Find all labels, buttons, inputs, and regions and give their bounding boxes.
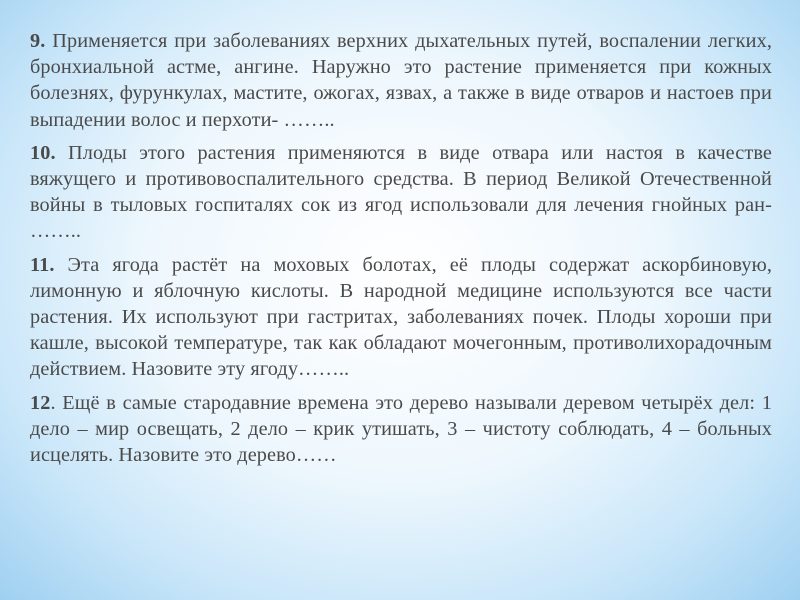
question-number: 9. <box>30 30 46 52</box>
question-number: 12 <box>30 391 51 414</box>
question-12 <box>30 390 772 469</box>
question-text: Эта ягода растёт на моховых болотах, её плоды содержат аскорбиновую, лимонную и яблочную кислоты. В народной медицине используются все части растения. Их используют при гастритах, заболеваниях почек. Плоды хороши при кашле, высокой температуре, так как обладают мочегонным, противолихорадочным действием. Назовите эту ягоду…….. <box>30 253 772 381</box>
question-number: 11. <box>30 253 55 276</box>
question-9 <box>30 28 772 133</box>
question-text: . Ещё в самые стародавние времена это дерево называли деревом четырёх дел: 1 дело – мир освещать, 2 дело – крик утишать, 3 – чистоту соблюдать, 4 – больных исцелять. Назовите это дерево…… <box>30 391 772 467</box>
question-number: 10. <box>30 141 56 164</box>
question-11 <box>30 252 772 383</box>
question-text: Применяется при заболеваниях верхних дыхательных путей, воспалении легких, бронхиальной астме, ангине. Наружно это растение применяется при кожных болезнях, фурункулах, мастите, ожогах, язвах, а также в виде отваров и настоев при выпадении волос и перхоти- …….. <box>30 30 772 131</box>
question-10 <box>30 140 772 245</box>
slide-content <box>30 28 772 475</box>
question-text: Плоды этого растения применяются в виде отвара или настоя в качестве вяжущего и противовоспалительного средства. В период Великой Отечественной войны в тыловых госпиталях сок из ягод использовали для лечения гнойных ран- …….. <box>30 141 772 243</box>
